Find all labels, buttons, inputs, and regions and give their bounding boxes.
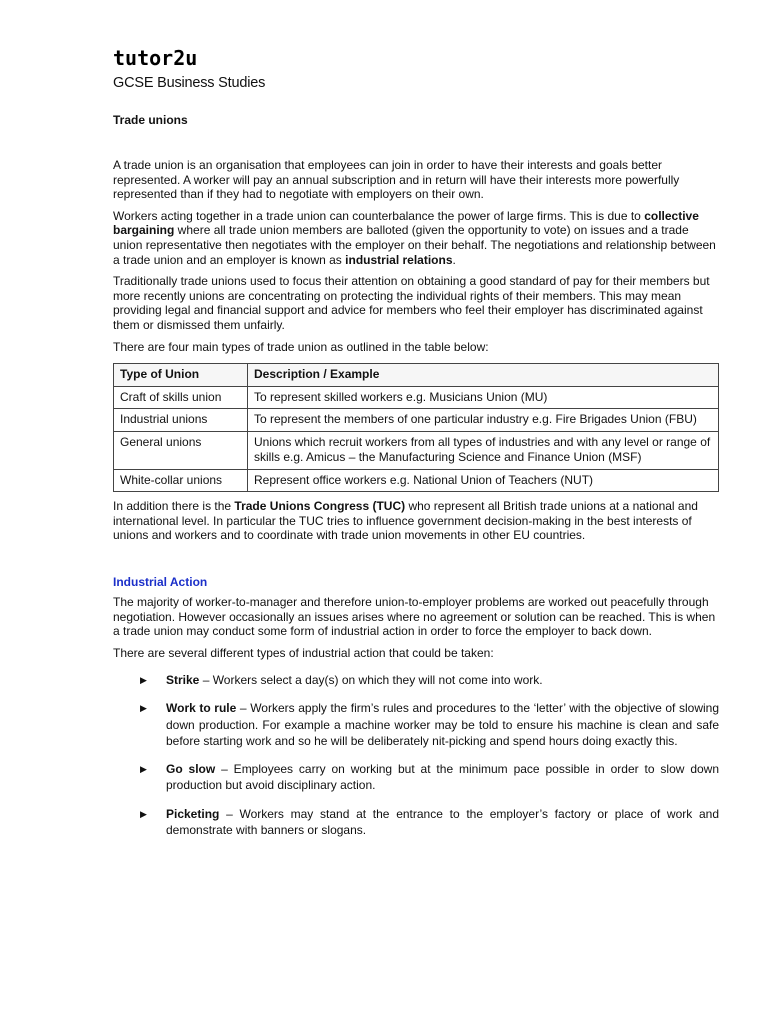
intro-paragraph: A trade union is an organisation that employees can join in order to have their interests and goals better represented. A worker will pay an annual subscription and in return will have their interests more powerfully represented than if they had to negotiate with employers on their own. <box>113 158 680 202</box>
table-cell-description: To represent the members of one particular industry e.g. Fire Brigades Union (FBU) <box>248 409 719 432</box>
list-item-description: – Workers may stand at the entrance to the employer’s factory or place of work and demonstrate with banners or slogans. <box>166 806 719 837</box>
column-header-description: Description / Example <box>248 364 719 387</box>
list-item <box>113 761 719 793</box>
bullet-arrow-icon: ▶ <box>140 703 147 714</box>
section-heading-industrial-action: Industrial Action <box>113 574 208 589</box>
table-row <box>114 409 719 432</box>
table-cell-description: Unions which recruit workers from all types of industries and with any level or range of skills e.g. Amicus – the Manufacturing Science and Finance Union (MSF) <box>248 431 719 469</box>
table-header-row <box>114 364 719 387</box>
table-cell-type: Craft of skills union <box>114 386 248 409</box>
term-collective-bargaining: collective bargaining <box>113 208 699 238</box>
column-header-type: Type of Union <box>114 364 248 387</box>
list-item-description: – Employees carry on working but at the minimum pace possible in order to slow down production but avoid disciplinary action. <box>166 762 720 793</box>
list-item-term: Work to rule <box>166 701 237 716</box>
table-row <box>114 431 719 469</box>
table-cell-description: To represent skilled workers e.g. Musicians Union (MU) <box>248 386 719 409</box>
list-item-term: Picketing <box>166 806 220 821</box>
table-cell-type: White-collar unions <box>114 469 248 492</box>
table-cell-description: Represent office workers e.g. National Union of Teachers (NUT) <box>248 469 719 492</box>
action-types-list <box>113 672 719 838</box>
table-row <box>114 386 719 409</box>
list-item-term: Go slow <box>166 762 216 777</box>
table-cell-type: Industrial unions <box>114 409 248 432</box>
term-tuc: Trade Unions Congress (TUC) <box>234 499 406 514</box>
table-row <box>114 469 719 492</box>
list-item-description: – Workers apply the firm’s rules and procedures to the ‘letter’ with the objective of slowing down production. For example a machine worker may be told to ensure his machine is clean and safe before starting work and so he will be deliberately nit-picking and spend hours doing exactly this. <box>166 701 720 748</box>
bullet-arrow-icon: ▶ <box>140 764 147 775</box>
union-types-table <box>113 363 719 492</box>
table-intro-paragraph: There are four main types of trade union as outlined in the table below: <box>113 339 489 354</box>
list-item-description: – Workers select a day(s) on which they will not come into work. <box>199 673 543 688</box>
industrial-action-paragraph: The majority of worker-to-manager and therefore union-to-employer problems are worked out peacefully through negotiation. However occasionally an issues arises where no agreement or solution can be reached. This is when a trade union may conduct some form of industrial action in order to force the employer to back down. <box>113 594 716 639</box>
tuc-paragraph: In addition there is the Trade Unions Congress (TUC) who represent all British trade unions at a national and international level. In particular the TUC tries to influence government decision-making in the best interests of unions and workers and to coordinate with trade union movements in other EU countries. <box>113 499 698 543</box>
list-item <box>113 700 719 749</box>
traditional-paragraph: Traditionally trade unions used to focus their attention on obtaining a good standard of pay for their members but more recently unions are concentrating on protecting the individual rights of their members. This may mean providing legal and financial support and advice for members who feel their employer has discriminated against them or dismissed them unfairly. <box>113 274 710 332</box>
document-page <box>113 44 719 850</box>
subject-title: GCSE Business Studies <box>113 75 266 91</box>
bullet-arrow-icon: ▶ <box>140 675 147 686</box>
term-industrial-relations: industrial relations <box>345 252 453 267</box>
list-item-term: Strike <box>166 673 200 688</box>
list-item <box>113 806 719 838</box>
collective-bargaining-paragraph: Workers acting together in a trade union can counterbalance the power of large firms. This is due to collective bargaining where all trade union members are balloted (given the opportunity to vote) on issues and a trade union representative then negotiates with the employer on their behalf. The negotiations and relationship between a trade union and an employer is known as industrial relations. <box>113 208 716 267</box>
bullet-arrow-icon: ▶ <box>140 808 147 819</box>
page-title: Trade unions <box>113 113 188 127</box>
table-cell-type: General unions <box>114 431 248 469</box>
brand-logo: tutor2u <box>113 46 198 70</box>
action-types-intro: There are several different types of industrial action that could be taken: <box>113 645 494 660</box>
list-item <box>113 672 719 688</box>
